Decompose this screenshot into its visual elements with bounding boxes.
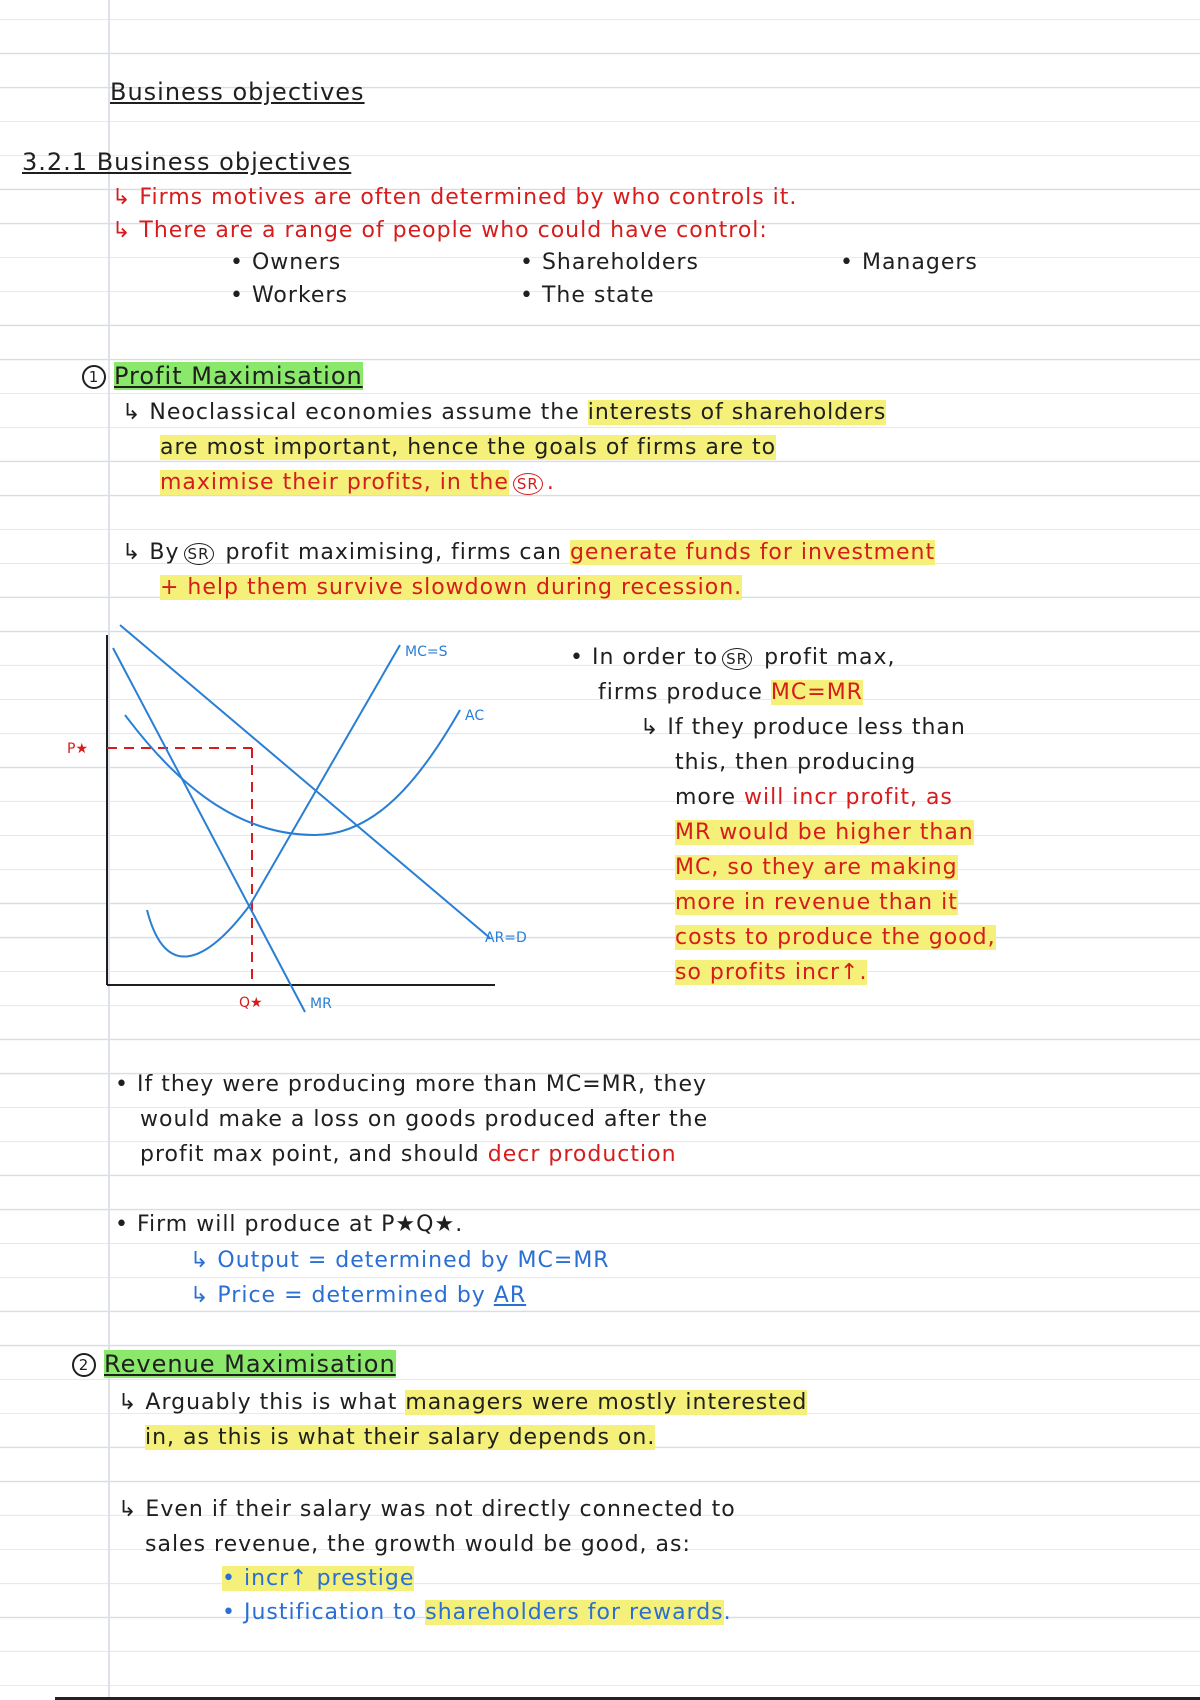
output-line: ↳ Output = determined by MC=MR xyxy=(190,1248,610,1273)
less-red-4: costs to produce the good, xyxy=(675,925,996,950)
justification-end: . xyxy=(723,1600,732,1625)
price-line xyxy=(190,1283,526,1308)
justification-prefix: • Justification to xyxy=(222,1600,426,1625)
less-red-5: so profits incr↑. xyxy=(675,960,868,985)
profit-heading: Profit Maximisation xyxy=(114,362,363,390)
arguably-line-1 xyxy=(118,1390,807,1415)
page-title: Business objectives xyxy=(110,78,365,106)
neoclassical-highlight-3: maximise their profits, in the xyxy=(160,470,509,495)
price-line-ar: AR xyxy=(493,1283,527,1308)
firm-line: • Firm will produce at P★Q★. xyxy=(115,1212,464,1237)
neoclassical-highlight-1: interests of shareholders xyxy=(587,400,887,425)
less-red-3: more in revenue than it xyxy=(675,890,958,915)
motives-line: ↳ Firms motives are often determined by who controls it. xyxy=(112,185,798,210)
person-owners: • Owners xyxy=(230,250,342,275)
profit-heading-row xyxy=(82,362,363,390)
arguably-prefix: ↳ Arguably this is what xyxy=(118,1390,406,1415)
number-circle: 2 xyxy=(72,1353,96,1377)
person-shareholders: • Shareholders xyxy=(520,250,699,275)
justification-bullet xyxy=(222,1600,732,1625)
number-circle: 1 xyxy=(82,365,106,389)
short-run-badge: SR xyxy=(722,648,752,670)
mr-label: MR xyxy=(310,996,332,1012)
by-prefix: ↳ By xyxy=(122,540,180,565)
order-line-2 xyxy=(598,680,863,705)
even-line-1: ↳ Even if their salary was not directly connected to xyxy=(118,1497,736,1522)
p-star-label: P★ xyxy=(67,741,88,757)
less-line-1: ↳ If they produce less than xyxy=(640,715,966,740)
neoclassical-line-3 xyxy=(160,470,555,495)
more-line-3 xyxy=(140,1142,677,1167)
profit-max-graph xyxy=(55,620,527,1020)
price-line-a: ↳ Price = determined by xyxy=(190,1283,494,1308)
mc-label: MC=S xyxy=(405,644,448,660)
control-line: ↳ There are a range of people who could have control: xyxy=(112,218,768,243)
mc-curve xyxy=(147,645,400,957)
revenue-heading-row xyxy=(72,1350,396,1378)
revenue-heading: Revenue Maximisation xyxy=(104,1350,396,1378)
decr-production: decr production xyxy=(487,1142,677,1167)
ar-label: AR=D xyxy=(485,930,527,946)
less-line-3 xyxy=(675,785,953,810)
order-line-1 xyxy=(570,645,895,670)
by-highlight-1: generate funds for investment xyxy=(569,540,936,565)
more-line-2: would make a loss on goods produced after the xyxy=(140,1107,709,1132)
more-line-1: • If they were producing more than MC=MR, they xyxy=(115,1072,708,1097)
less-line-3-b: will incr profit, as xyxy=(743,785,953,810)
more-line-3-a: profit max point, and should xyxy=(140,1142,488,1167)
order-mid: profit max, xyxy=(756,645,896,670)
person-managers: • Managers xyxy=(840,250,978,275)
ac-label: AC xyxy=(465,708,485,724)
by-sr-line-2: + help them survive slowdown during recession. xyxy=(160,575,743,600)
arguably-highlight-1: managers were mostly interested xyxy=(405,1390,808,1415)
person-workers: • Workers xyxy=(230,283,348,308)
order-prefix: • In order to xyxy=(570,645,719,670)
ac-curve xyxy=(125,710,460,835)
short-run-badge: SR xyxy=(184,543,214,565)
short-run-badge: SR xyxy=(513,473,543,495)
person-state: • The state xyxy=(520,283,655,308)
ar-demand-line xyxy=(120,625,490,938)
neoclassical-line-2: are most important, hence the goals of firms are to xyxy=(160,435,777,460)
prestige-text: • incr↑ prestige xyxy=(222,1566,415,1591)
by-sr-line-1 xyxy=(122,540,935,565)
neoclassical-prefix: ↳ Neoclassical economies assume the xyxy=(122,400,588,425)
section-heading: 3.2.1 Business objectives xyxy=(22,148,352,176)
less-red-1: MR would be higher than xyxy=(675,820,974,845)
less-line-2: this, then producing xyxy=(675,750,917,775)
q-star-label: Q★ xyxy=(239,995,263,1011)
neoclassical-line-1 xyxy=(122,400,886,425)
justification-highlight: shareholders for rewards xyxy=(425,1600,724,1625)
order-line-2-text: firms produce xyxy=(598,680,771,705)
less-line-3-a: more xyxy=(675,785,744,810)
less-red-2: MC, so they are making xyxy=(675,855,958,880)
prestige-bullet xyxy=(222,1566,414,1591)
arguably-line-2: in, as this is what their salary depends on. xyxy=(145,1425,656,1450)
mc-equals-mr: MC=MR xyxy=(770,680,863,705)
neoclassical-end: . xyxy=(546,470,555,495)
by-mid: profit maximising, firms can xyxy=(217,540,570,565)
even-line-2: sales revenue, the growth would be good, as: xyxy=(145,1532,691,1557)
